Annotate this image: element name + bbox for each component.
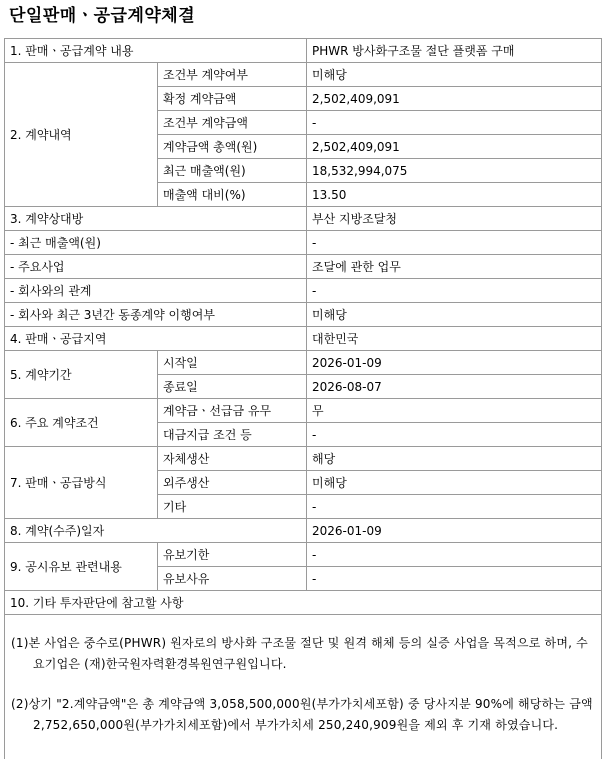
row-value: 미해당 — [307, 471, 602, 495]
sub-label: 조건부 계약여부 — [158, 63, 307, 87]
row-value: - — [307, 495, 602, 519]
sub-label: 확정 계약금액 — [158, 87, 307, 111]
sub-label: 기타 — [158, 495, 307, 519]
sub-label: 유보기한 — [158, 543, 307, 567]
table-row — [5, 447, 602, 471]
row-label: - 최근 매출액(원) — [5, 231, 307, 255]
row-value: 부산 지방조달청 — [307, 207, 602, 231]
page-title: 단일판매ㆍ공급계약체결 — [9, 6, 196, 26]
row-value: - — [307, 279, 602, 303]
row-value: 미해당 — [307, 303, 602, 327]
group-label: 7. 판매ㆍ공급방식 — [5, 447, 158, 519]
row-value: 13.50 — [307, 183, 602, 207]
row-value: - — [307, 111, 602, 135]
row-value: 2,502,409,091 — [307, 135, 602, 159]
table-row — [5, 39, 602, 63]
sub-label: 최근 매출액(원) — [158, 159, 307, 183]
group-label: 5. 계약기간 — [5, 351, 158, 399]
row-value: 해당 — [307, 447, 602, 471]
table-row — [5, 63, 602, 87]
table-row — [5, 255, 602, 279]
table-row — [5, 231, 602, 255]
table-row — [5, 327, 602, 351]
table-row — [5, 399, 602, 423]
sub-label: 매출액 대비(%) — [158, 183, 307, 207]
notes-cell — [5, 615, 602, 760]
row-label: - 주요사업 — [5, 255, 307, 279]
sub-label: 유보사유 — [158, 567, 307, 591]
table-row — [5, 207, 602, 231]
row-value: PHWR 방사화구조물 절단 플랫폼 구매 — [307, 39, 602, 63]
row-value: 18,532,994,075 — [307, 159, 602, 183]
group-label: 6. 주요 계약조건 — [5, 399, 158, 447]
table-row — [5, 279, 602, 303]
row-value: - — [307, 423, 602, 447]
row-value: 조달에 관한 업무 — [307, 255, 602, 279]
sub-label: 종료일 — [158, 375, 307, 399]
row-label: 1. 판매ㆍ공급계약 내용 — [5, 39, 307, 63]
table-row — [5, 591, 602, 615]
row-value: - — [307, 543, 602, 567]
sub-label: 계약금액 총액(원) — [158, 135, 307, 159]
sub-label: 자체생산 — [158, 447, 307, 471]
row-value: - — [307, 567, 602, 591]
table-row — [5, 351, 602, 375]
sub-label: 계약금ㆍ선급금 유무 — [158, 399, 307, 423]
table-row — [5, 303, 602, 327]
note-paragraph: (1)본 사업은 중수로(PHWR) 원자로의 방사화 구조물 절단 및 원격 해체 등의 실증 사업을 목적으로 하며, 수요기업은 (재)한국원자력환경복원연구원입니다. — [11, 636, 588, 671]
row-label: 4. 판매ㆍ공급지역 — [5, 327, 307, 351]
group-label: 2. 계약내역 — [5, 63, 158, 207]
row-value: 미해당 — [307, 63, 602, 87]
sub-label: 시작일 — [158, 351, 307, 375]
table-row — [5, 615, 602, 760]
row-value: 2026-01-09 — [307, 351, 602, 375]
sub-label: 조건부 계약금액 — [158, 111, 307, 135]
row-label: 8. 계약(수주)일자 — [5, 519, 307, 543]
row-value: 2026-08-07 — [307, 375, 602, 399]
row-value: 2026-01-09 — [307, 519, 602, 543]
table-row — [5, 519, 602, 543]
row-label: 10. 기타 투자판단에 참고할 사항 — [5, 591, 602, 615]
sub-label: 외주생산 — [158, 471, 307, 495]
sub-label: 대금지급 조건 등 — [158, 423, 307, 447]
row-label: 3. 계약상대방 — [5, 207, 307, 231]
row-label: - 회사와의 관계 — [5, 279, 307, 303]
note-paragraph: (2)상기 "2.계약금액"은 총 계약금액 3,058,500,000원(부가가치세포함) 중 당사지분 90%에 해당하는 금액 2,752,650,000원(부가가치세포함)에서 부가가치세 250,240,909원을 제외 후 기재 하였습니다. — [11, 697, 593, 732]
group-label: 9. 공시유보 관련내용 — [5, 543, 158, 591]
row-value: 2,502,409,091 — [307, 87, 602, 111]
disclosure-table — [4, 38, 602, 759]
row-value: 무 — [307, 399, 602, 423]
row-value: 대한민국 — [307, 327, 602, 351]
table-row — [5, 543, 602, 567]
row-value: - — [307, 231, 602, 255]
row-label: - 회사와 최근 3년간 동종계약 이행여부 — [5, 303, 307, 327]
